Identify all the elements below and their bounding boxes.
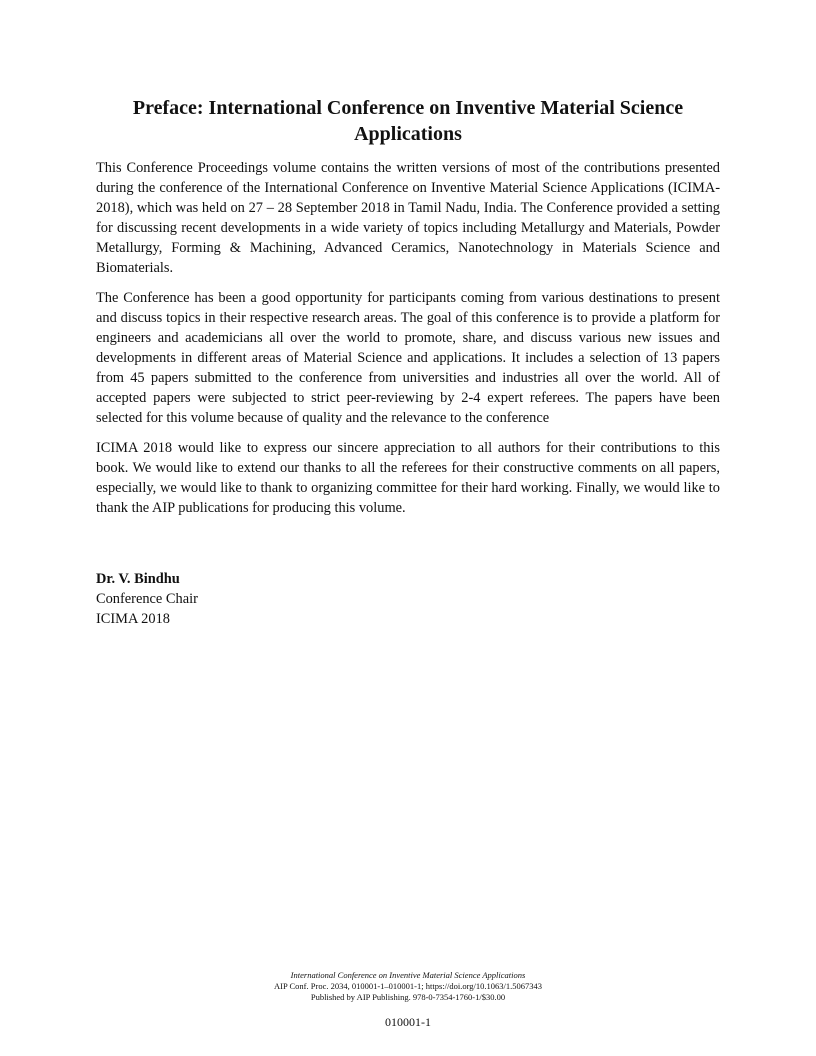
signatory-role: Conference Chair: [96, 591, 198, 607]
page-number: 010001-1: [385, 1015, 431, 1029]
footer-publisher: Published by AIP Publishing. 978-0-7354-1760-1/$30.00: [310, 992, 506, 1002]
preface-body: [96, 158, 720, 528]
paragraph-acknowledgements: ICIMA 2018 would like to express our sincere appreciation to all authors for their contributions to this book. We would like to extend our thanks to all the referees for their constructive comments on all papers, especially, we would like to thank to organizing committee for their hard working. Finally, we would like to thank the AIP publications for producing this volume.: [96, 440, 720, 516]
signature-block: [96, 569, 198, 629]
signatory-name: Dr. V. Bindhu: [96, 571, 180, 587]
signatory-event: ICIMA 2018: [96, 611, 170, 627]
paragraph-intro: This Conference Proceedings volume contains the written versions of most of the contributions presented during the conference of the International Conference on Inventive Material Science Applications (ICIMA-2018), which was held on 27 – 28 September 2018 in Tamil Nadu, India. The Conference provided a setting for discussing recent developments in a wide variety of topics including Metallurgy and Materials, Powder Metallurgy, Forming & Machining, Advanced Ceramics, Nanotechnology in Materials Science and Biomaterials.: [96, 160, 720, 276]
publication-footer: [0, 970, 816, 1003]
paragraph-goals: The Conference has been a good opportunity for participants coming from various destinations to present and discuss topics in their respective research areas. The goal of this conference is to provide a platform for engineers and academicians all over the world to promote, share, and discuss various new issues and developments in different areas of Material Science and applications. It includes a selection of 13 papers from 45 papers submitted to the conference from universities and industries all over the world. All of accepted papers were subjected to strict peer-reviewing by 2-4 expert referees. The papers have been selected for this volume because of quality and the relevance to the conference: [96, 290, 720, 426]
footer-conference-name: International Conference on Inventive Material Science Applications: [290, 970, 526, 980]
paper-title: Preface: International Conference on Inventive Material Science Applications: [132, 97, 684, 145]
footer-citation: AIP Conf. Proc. 2034, 010001-1–010001-1; https://doi.org/10.1063/1.5067343: [274, 981, 542, 991]
